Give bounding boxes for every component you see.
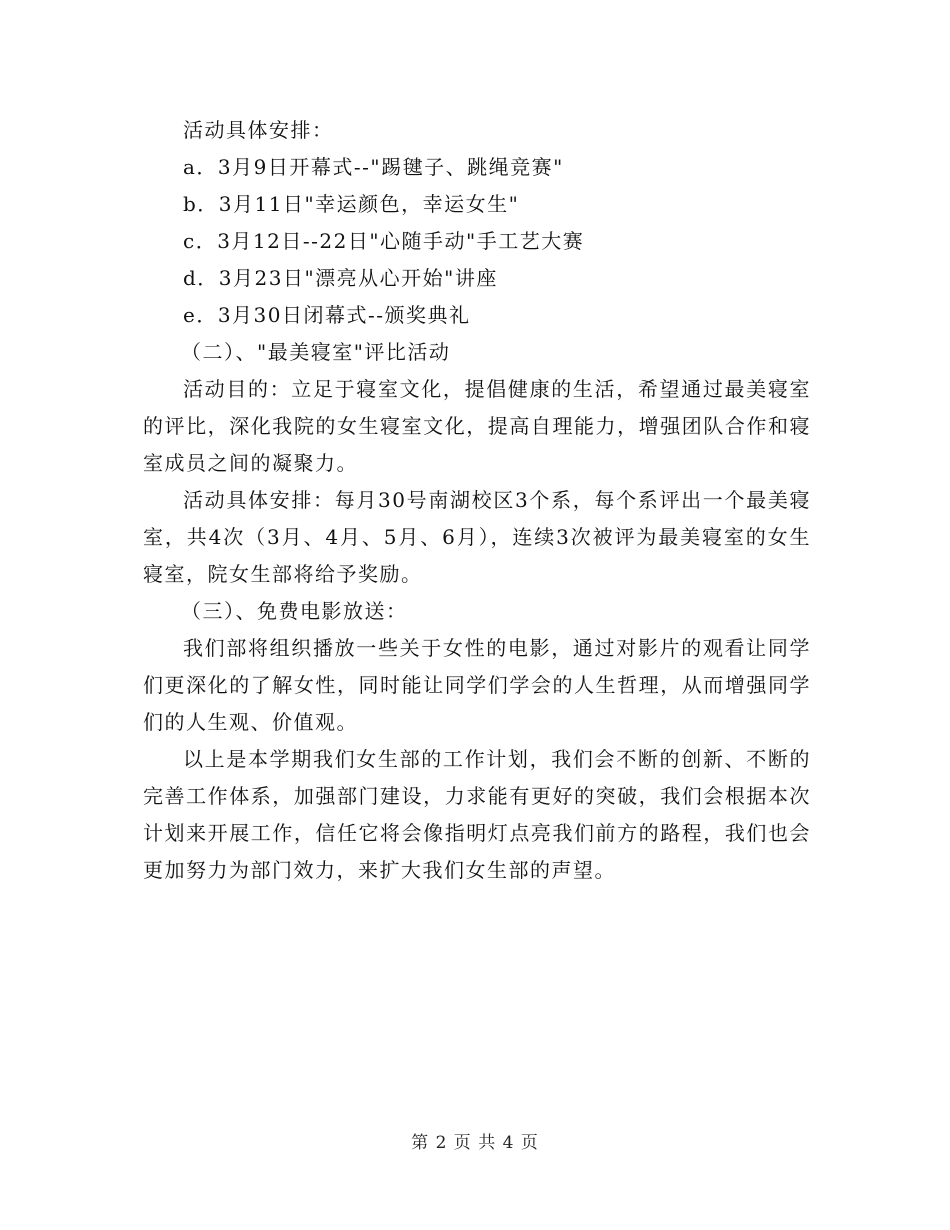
section-heading-dorm-contest: （二）、"最美寝室"评比活动 <box>181 340 451 364</box>
schedule-heading: 活动具体安排： <box>183 118 334 142</box>
schedule-item-a: a．3月9日开幕式--"踢毽子、跳绳竞赛" <box>183 155 564 179</box>
schedule-item-d: d．3月23日"漂亮从心开始"讲座 <box>183 266 498 290</box>
dorm-contest-schedule: 活动具体安排：每月30号南湖校区3个系，每个系评出一个最美寝室，共4次（3月、4月、5月、6月），连续3次被评为最美寝室的女生寝室，院女生部将给予奖励。 <box>143 488 811 586</box>
dorm-contest-purpose: 活动目的：立足于寝室文化，提倡健康的生活，希望通过最美寝室的评比，深化我院的女生寝室文化，提高自理能力，增强团队合作和寝室成员之间的凝聚力。 <box>143 377 811 475</box>
schedule-item-b: b．3月11日"幸运颜色，幸运女生" <box>183 192 520 216</box>
closing-paragraph: 以上是本学期我们女生部的工作计划，我们会不断的创新、不断的完善工作体系，加强部门建设，力求能有更好的突破，我们会根据本次计划来开展工作，信任它将会像指明灯点亮我们前方的路程，我们也会更加努力为部门效力，来扩大我们女生部的声望。 <box>143 747 811 882</box>
schedule-item-e: e．3月30日闭幕式--颁奖典礼 <box>183 303 471 327</box>
document-body <box>143 112 811 889</box>
page-number-footer: 第 2 页 共 4 页 <box>411 1133 539 1153</box>
schedule-item-c: c．3月12日--22日"心随手动"手工艺大赛 <box>183 229 585 253</box>
free-movies-description: 我们部将组织播放一些关于女性的电影，通过对影片的观看让同学们更深化的了解女性，同时能让同学们学会的人生哲理，从而增强同学们的人生观、价值观。 <box>143 636 811 734</box>
section-heading-free-movies: （三）、免费电影放送： <box>181 599 408 623</box>
